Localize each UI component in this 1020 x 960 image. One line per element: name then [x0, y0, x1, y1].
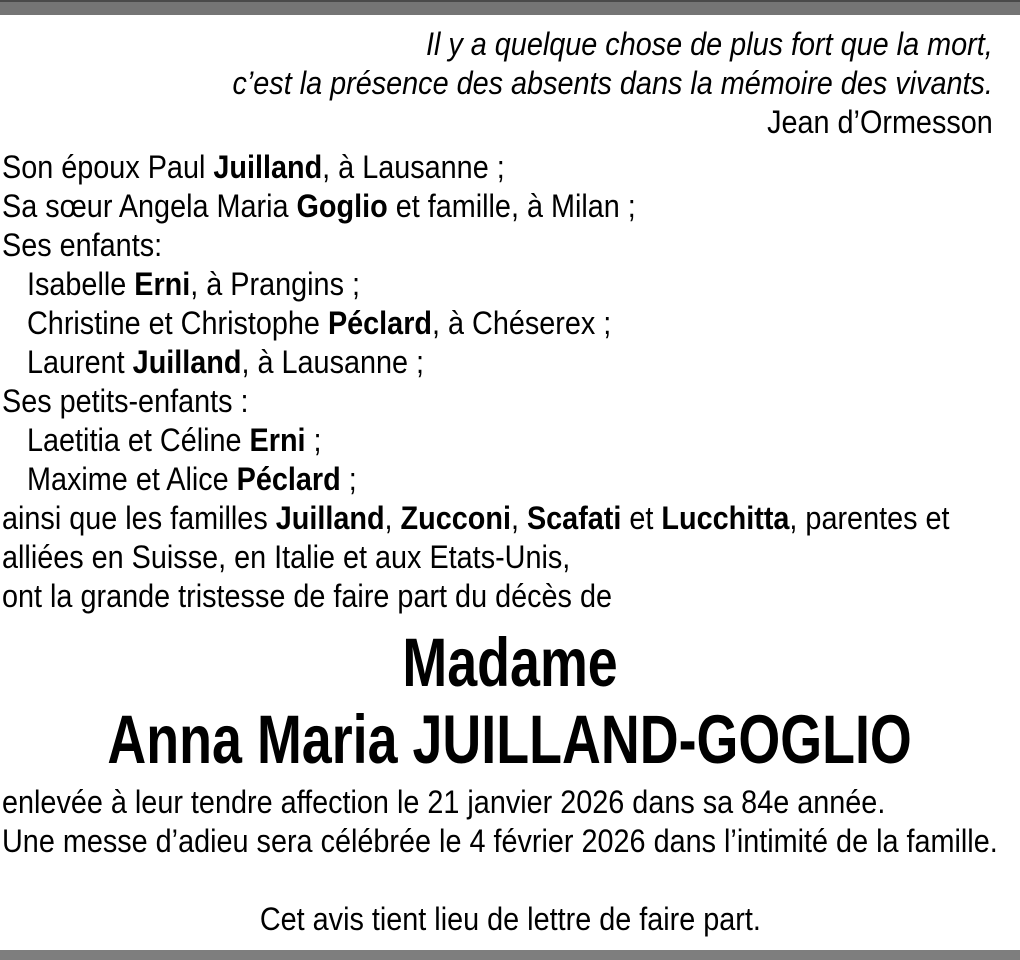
family-line-text [2, 187, 636, 226]
family-line [2, 148, 1020, 187]
closing-line [0, 900, 1020, 939]
family-line-segment: Ses enfants: [2, 227, 163, 263]
family-line-segment: alliées en Suisse, en Italie et aux Etats-Unis, [2, 539, 571, 575]
family-line-segment: , à Lausanne ; [241, 344, 425, 380]
family-line-segment: , [384, 500, 401, 536]
family-name-bold: Goglio [296, 188, 388, 224]
family-line-segment: ont la grande tristesse de faire part du décès de [2, 578, 612, 614]
family-line-segment: ainsi que les familles [2, 500, 276, 536]
family-line-text [2, 226, 162, 265]
family-line-segment: Laetitia et Céline [27, 422, 250, 458]
family-name-bold: Juilland [213, 149, 323, 185]
quote-attribution [0, 103, 993, 142]
family-line-segment: Christine et Christophe [27, 305, 328, 341]
family-line-segment: , à Lausanne ; [322, 149, 505, 185]
family-name-bold: Erni [134, 266, 191, 302]
family-line [2, 499, 1020, 538]
deceased-heading [0, 624, 1020, 778]
death-date-line [2, 783, 1020, 822]
family-line [2, 538, 1020, 577]
deceased-name: Anna Maria JUILLAND-GOGLIO [107, 701, 913, 778]
family-line [2, 304, 1020, 343]
family-line-text [27, 421, 322, 460]
family-line-text [27, 343, 424, 382]
family-line [2, 382, 1020, 421]
family-line-segment: Isabelle [27, 266, 135, 302]
family-line-text [27, 265, 360, 304]
family-line-segment: ; [340, 461, 357, 497]
mass-info-line [2, 822, 1020, 861]
family-line [2, 265, 1020, 304]
family-line [2, 460, 1020, 499]
family-lines [0, 148, 1020, 616]
family-line [2, 421, 1020, 460]
quote-line-2-text: c’est la présence des absents dans la mémoire des vivants. [232, 65, 993, 101]
family-line-text [2, 499, 950, 538]
deceased-title: Madame [402, 624, 618, 701]
family-name-bold: Juilland [132, 344, 242, 380]
bottom-gray-bar [0, 950, 1020, 960]
family-line-text [2, 538, 570, 577]
death-date-text: enlevée à leur tendre affection le 21 janvier 2026 dans sa 84e année. [2, 784, 886, 820]
family-name-bold: Péclard [327, 305, 432, 341]
quote-line-2 [0, 64, 993, 103]
family-name-bold: Erni [249, 422, 306, 458]
family-line-segment: Laurent [27, 344, 133, 380]
family-line-text [2, 148, 505, 187]
family-line [2, 343, 1020, 382]
quote-line-1-text: Il y a quelque chose de plus fort que la mort, [426, 26, 993, 62]
family-line [2, 187, 1020, 226]
family-line-text [2, 382, 249, 421]
family-line-text [27, 304, 611, 343]
family-line-segment: et [621, 500, 662, 536]
family-name-bold: Scafati [526, 500, 622, 536]
family-line-segment: , [510, 500, 527, 536]
family-name-bold: Juilland [275, 500, 385, 536]
family-line-text [27, 460, 357, 499]
mass-info-text: Une messe d’adieu sera célébrée le 4 février 2026 dans l’intimité de la famille. [2, 823, 998, 859]
family-name-bold: Zucconi [400, 500, 511, 536]
closing-text: Cet avis tient lieu de lettre de faire part. [259, 901, 761, 937]
family-line-segment: ; [305, 422, 322, 458]
family-line-segment: Maxime et Alice [27, 461, 237, 497]
deceased-title-line [0, 624, 1020, 701]
family-name-bold: Péclard [236, 461, 341, 497]
epigraph [0, 25, 1020, 142]
family-line-segment: Ses petits-enfants : [2, 383, 249, 419]
family-line [2, 577, 1020, 616]
family-line-segment: , à Chéserex ; [432, 305, 612, 341]
family-line-segment: Son époux Paul [2, 149, 214, 185]
quote-attribution-text: Jean d’Ormesson [767, 104, 993, 140]
family-line-segment: Sa sœur Angela Maria [2, 188, 297, 224]
family-line-text [2, 577, 612, 616]
top-gray-bar [0, 0, 1020, 15]
deceased-name-line [0, 701, 1020, 778]
quote-line-1 [0, 25, 993, 64]
family-line-segment: et famille, à Milan ; [387, 188, 636, 224]
family-line-segment: , parentes et [789, 500, 950, 536]
family-line-segment: , à Prangins ; [190, 266, 360, 302]
family-name-bold: Lucchitta [661, 500, 790, 536]
death-details [0, 783, 1020, 861]
family-line [2, 226, 1020, 265]
